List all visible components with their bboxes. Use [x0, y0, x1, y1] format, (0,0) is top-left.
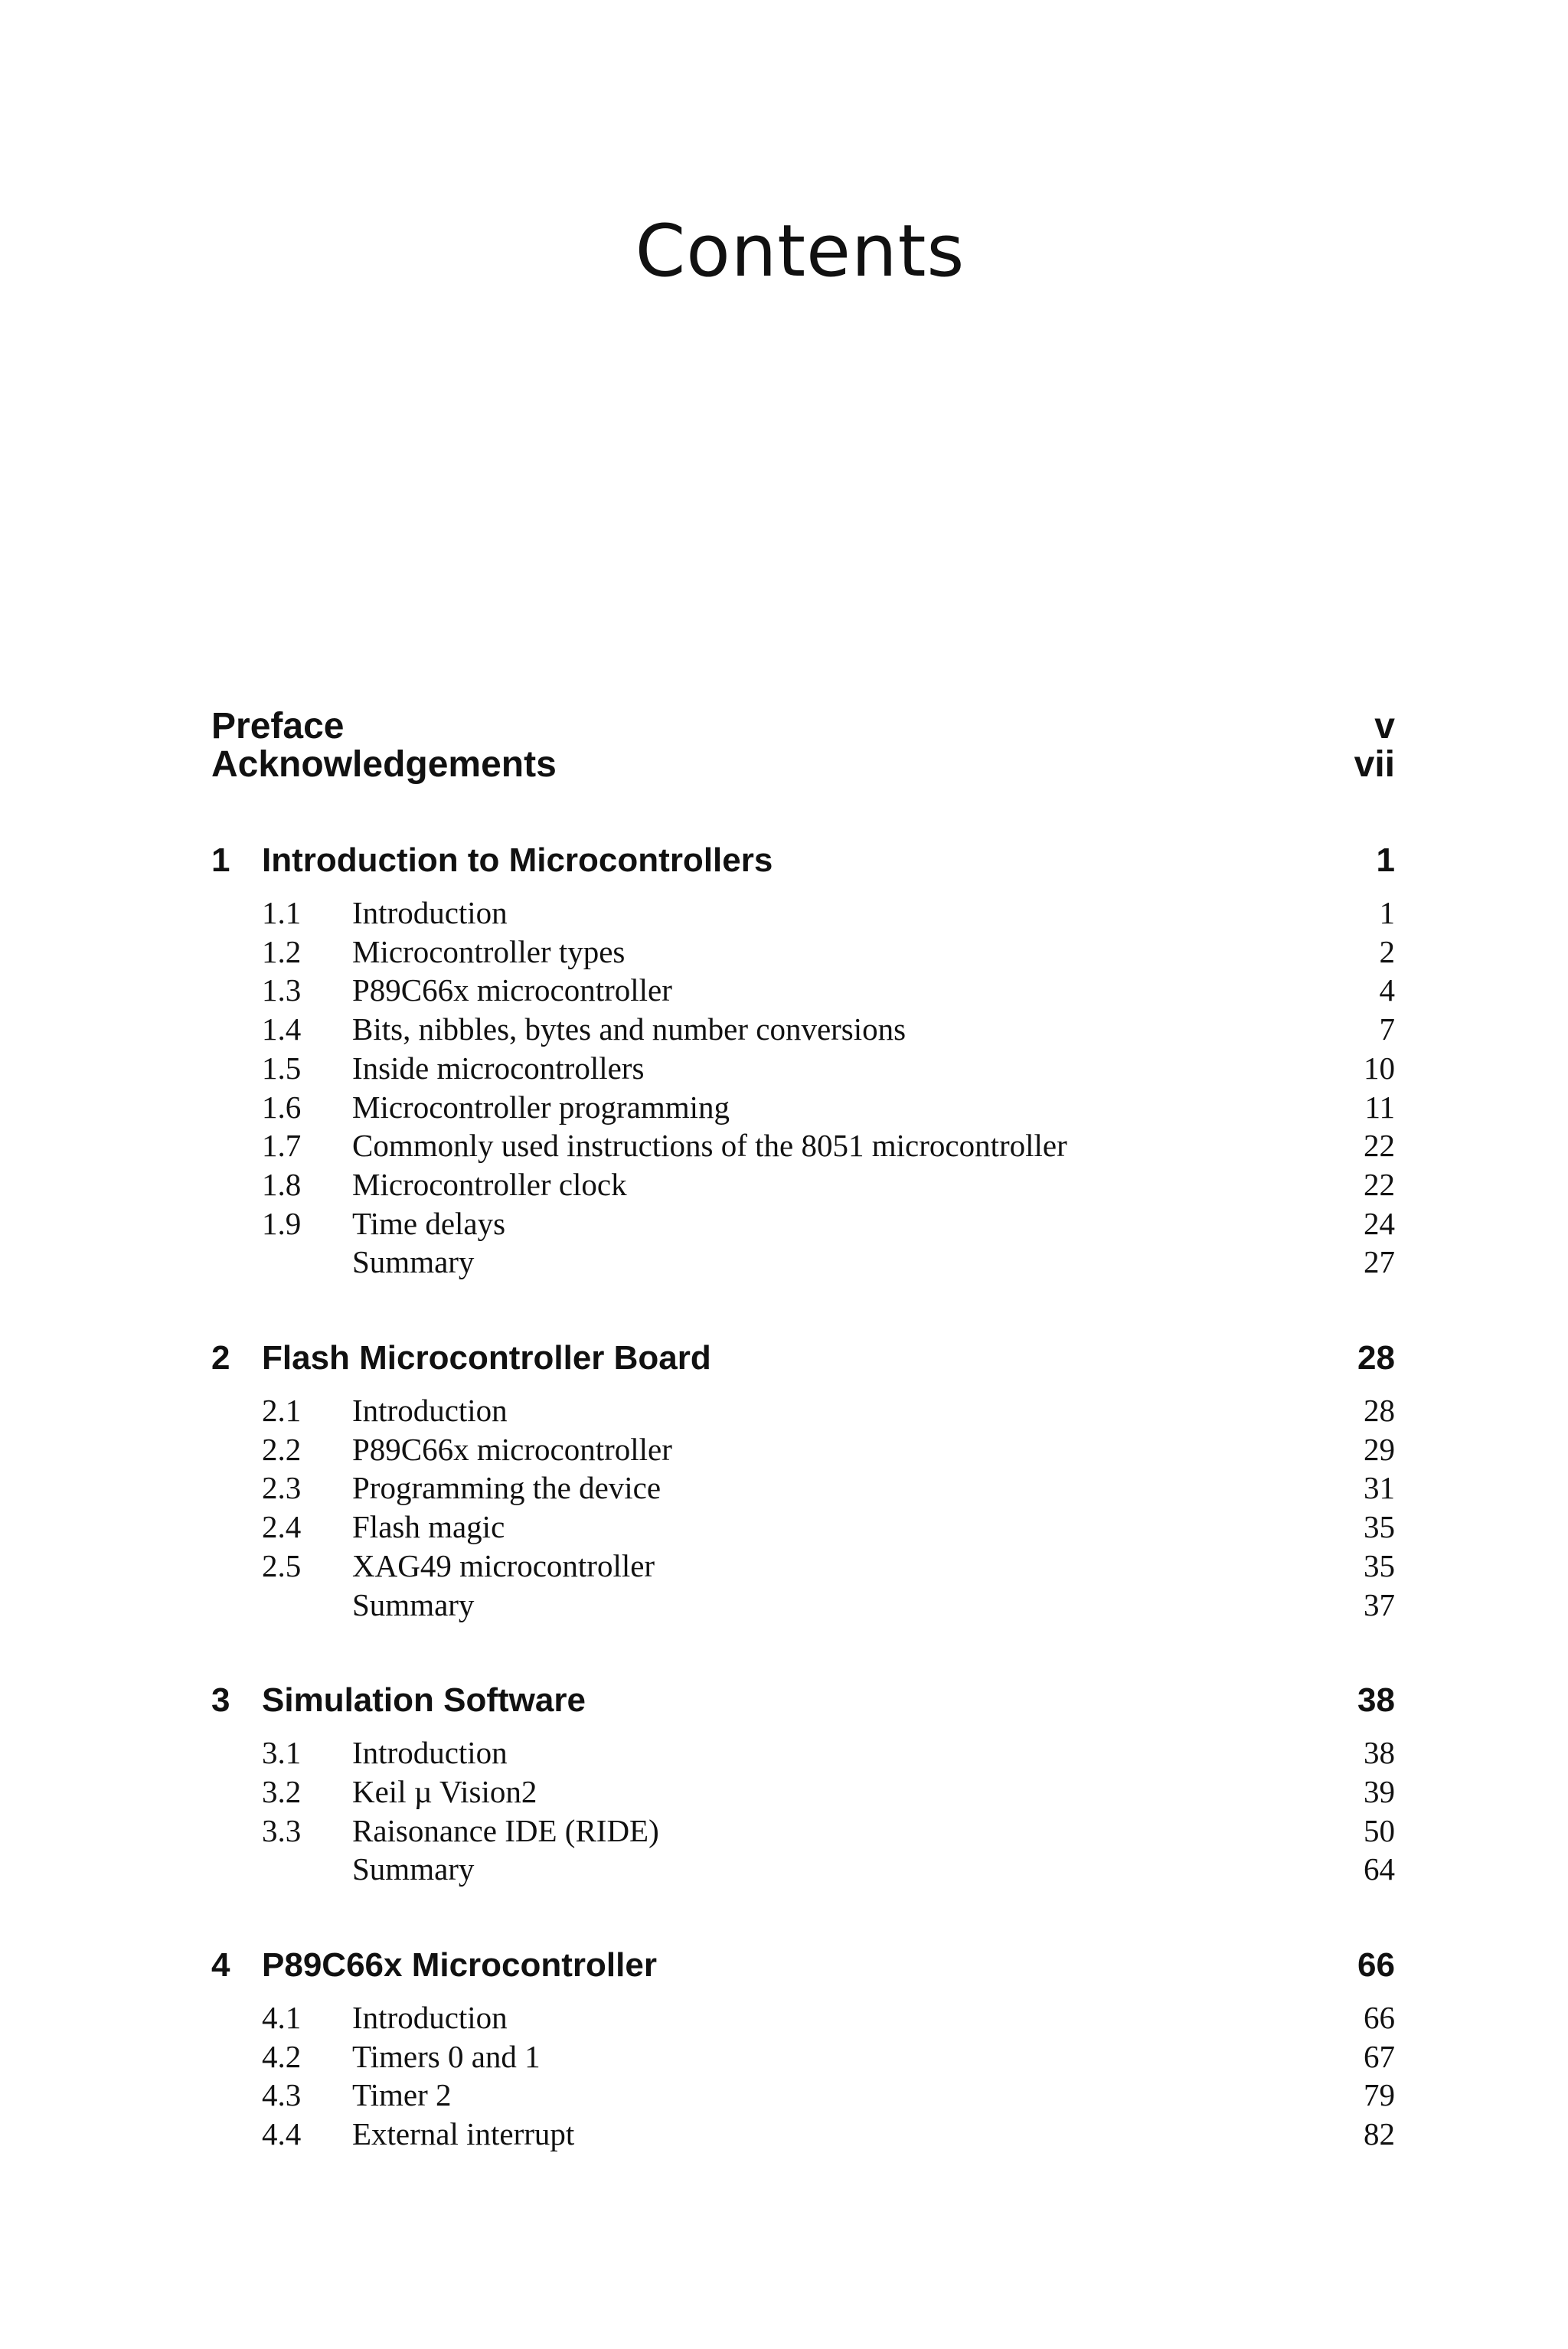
- section-page: 29: [1364, 1431, 1395, 1467]
- section-page: 27: [1364, 1244, 1395, 1280]
- section-number: 1.1: [262, 895, 302, 930]
- entry-title: Acknowledgements: [211, 744, 557, 785]
- section-number: 4.3: [262, 2077, 302, 2113]
- chapter-list: [211, 839, 1395, 2154]
- toc-entry-acknowledgements[interactable]: [211, 746, 1395, 784]
- front-matter: [211, 707, 1395, 784]
- section-entry[interactable]: [211, 1391, 1395, 1430]
- entry-title: Preface: [211, 706, 345, 747]
- section-number: 4.2: [262, 2038, 302, 2074]
- section-entry[interactable]: [211, 1508, 1395, 1547]
- section-title: Summary: [352, 1586, 475, 1622]
- chapter-2: [211, 1337, 1395, 1624]
- chapter-number: 2: [211, 1339, 230, 1377]
- section-page: 28: [1364, 1393, 1395, 1429]
- chapter-title: Introduction to Microcontrollers: [262, 841, 773, 879]
- chapter-heading[interactable]: [211, 1944, 1395, 1987]
- section-title: Raisonance IDE (RIDE): [352, 1812, 659, 1848]
- section-title: Keil µ Vision2: [352, 1773, 537, 1809]
- section-page: 11: [1364, 1089, 1395, 1125]
- section-entry[interactable]: [211, 1812, 1395, 1851]
- section-entry[interactable]: [211, 1998, 1395, 2037]
- section-number: 2.4: [262, 1509, 302, 1545]
- section-number: 1.7: [262, 1128, 302, 1164]
- section-entry[interactable]: [211, 2115, 1395, 2154]
- section-entry[interactable]: [211, 894, 1395, 933]
- section-number: 3.1: [262, 1735, 302, 1771]
- chapter-title: Simulation Software: [262, 1681, 586, 1720]
- chapter-page: 38: [1357, 1681, 1395, 1720]
- section-title: Timer 2: [352, 2077, 452, 2113]
- table-of-contents: [211, 707, 1395, 2154]
- section-title: Introduction: [352, 1393, 508, 1429]
- section-entry[interactable]: [211, 1243, 1395, 1282]
- entry-page: v: [1374, 706, 1395, 747]
- section-entry[interactable]: [211, 1165, 1395, 1204]
- section-entry[interactable]: [211, 1088, 1395, 1127]
- section-number: 1.4: [262, 1011, 302, 1047]
- section-entry[interactable]: [211, 1430, 1395, 1469]
- section-page: 1: [1379, 895, 1395, 930]
- section-number: 1.2: [262, 933, 302, 969]
- section-number: 4.4: [262, 2116, 302, 2152]
- section-page: 67: [1364, 2038, 1395, 2074]
- section-entry[interactable]: [211, 1049, 1395, 1088]
- section-title: External interrupt: [352, 2116, 575, 2152]
- section-title: Introduction: [352, 895, 508, 930]
- section-entry[interactable]: [211, 1204, 1395, 1243]
- section-entry[interactable]: [211, 1469, 1395, 1508]
- section-number: 1.9: [262, 1205, 302, 1241]
- section-title: Summary: [352, 1851, 475, 1887]
- section-page: 7: [1379, 1011, 1395, 1047]
- section-title: Microcontroller programming: [352, 1089, 730, 1125]
- section-title: P89C66x microcontroller: [352, 972, 672, 1008]
- section-title: Commonly used instructions of the 8051 microcontroller: [352, 1128, 1067, 1164]
- section-page: 37: [1364, 1586, 1395, 1622]
- section-number: 2.3: [262, 1470, 302, 1506]
- section-entry[interactable]: [211, 2076, 1395, 2115]
- section-entry[interactable]: [211, 1733, 1395, 1772]
- chapter-title: Flash Microcontroller Board: [262, 1339, 711, 1377]
- section-page: 10: [1364, 1050, 1395, 1086]
- section-entry[interactable]: [211, 1772, 1395, 1812]
- chapter-number: 4: [211, 1946, 230, 1985]
- section-page: 64: [1364, 1851, 1395, 1887]
- chapter-page: 1: [1376, 841, 1395, 879]
- section-title: Timers 0 and 1: [352, 2038, 541, 2074]
- chapter-title: P89C66x Microcontroller: [262, 1946, 657, 1985]
- chapter-4: [211, 1944, 1395, 2154]
- chapter-1: [211, 839, 1395, 1282]
- chapter-number: 3: [211, 1681, 230, 1720]
- section-entry[interactable]: [211, 1850, 1395, 1889]
- section-title: Inside microcontrollers: [352, 1050, 645, 1086]
- section-page: 35: [1364, 1547, 1395, 1583]
- section-page: 24: [1364, 1205, 1395, 1241]
- section-number: 2.1: [262, 1393, 302, 1429]
- section-page: 39: [1364, 1773, 1395, 1809]
- section-page: 4: [1379, 972, 1395, 1008]
- section-page: 38: [1364, 1735, 1395, 1771]
- section-page: 79: [1364, 2077, 1395, 2113]
- section-page: 22: [1364, 1166, 1395, 1202]
- section-title: Programming the device: [352, 1470, 662, 1506]
- section-entry[interactable]: [211, 2037, 1395, 2076]
- section-entry[interactable]: [211, 1010, 1395, 1049]
- section-title: XAG49 microcontroller: [352, 1547, 655, 1583]
- section-number: 1.3: [262, 972, 302, 1008]
- section-page: 50: [1364, 1812, 1395, 1848]
- chapter-heading[interactable]: [211, 1679, 1395, 1722]
- section-number: 4.1: [262, 2000, 302, 2036]
- section-entry[interactable]: [211, 1586, 1395, 1625]
- section-page: 31: [1364, 1470, 1395, 1506]
- section-title: Microcontroller types: [352, 933, 626, 969]
- section-title: Introduction: [352, 2000, 508, 2036]
- section-title: Flash magic: [352, 1509, 505, 1545]
- section-entry[interactable]: [211, 933, 1395, 972]
- section-title: P89C66x microcontroller: [352, 1431, 672, 1467]
- section-entry[interactable]: [211, 971, 1395, 1010]
- entry-page: vii: [1354, 744, 1395, 785]
- chapter-page: 66: [1357, 1946, 1395, 1985]
- chapter-heading[interactable]: [211, 1337, 1395, 1380]
- section-number: 1.5: [262, 1050, 302, 1086]
- section-page: 2: [1379, 933, 1395, 969]
- section-page: 22: [1364, 1128, 1395, 1164]
- section-title: Bits, nibbles, bytes and number conversions: [352, 1011, 906, 1047]
- section-number: 2.2: [262, 1431, 302, 1467]
- section-page: 35: [1364, 1509, 1395, 1545]
- section-number: 1.8: [262, 1166, 302, 1202]
- chapter-heading[interactable]: [211, 839, 1395, 882]
- section-number: 2.5: [262, 1547, 302, 1583]
- page-title: Contents: [635, 210, 965, 293]
- section-number: 3.2: [262, 1773, 302, 1809]
- section-entry[interactable]: [211, 1126, 1395, 1165]
- section-number: 3.3: [262, 1812, 302, 1848]
- section-page: 82: [1364, 2116, 1395, 2152]
- section-title: Introduction: [352, 1735, 508, 1771]
- chapter-number: 1: [211, 841, 230, 879]
- section-title: Time delays: [352, 1205, 506, 1241]
- chapter-page: 28: [1357, 1339, 1395, 1377]
- toc-entry-preface[interactable]: [211, 707, 1395, 746]
- section-page: 66: [1364, 2000, 1395, 2036]
- section-title: Summary: [352, 1244, 475, 1280]
- chapter-3: [211, 1679, 1395, 1889]
- section-entry[interactable]: [211, 1547, 1395, 1586]
- section-number: 1.6: [262, 1089, 302, 1125]
- section-title: Microcontroller clock: [352, 1166, 627, 1202]
